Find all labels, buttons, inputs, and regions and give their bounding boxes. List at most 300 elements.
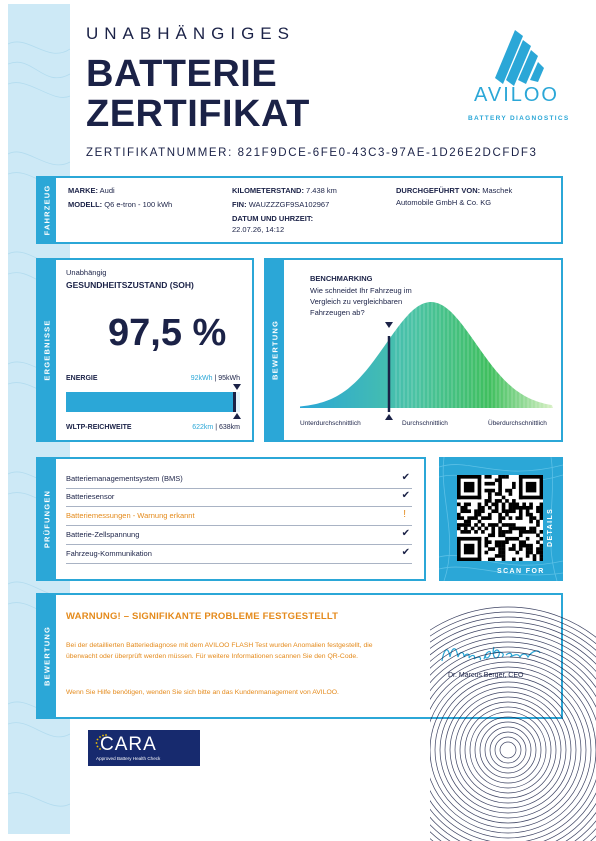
- qr-module: [522, 503, 526, 507]
- qr-module: [495, 478, 499, 482]
- qr-module: [502, 554, 506, 558]
- qr-module: [457, 496, 481, 500]
- wave-ring: [430, 672, 586, 828]
- brand-name: AVILOO: [474, 84, 559, 106]
- qr-module: [467, 523, 471, 527]
- performed-line-2: Automobile GmbH & Co. KG: [396, 198, 492, 207]
- qr-module: [491, 482, 495, 486]
- qr-module: [485, 516, 489, 520]
- qr-module: [519, 533, 523, 537]
- qr-module: [540, 503, 543, 507]
- qr-module: [471, 516, 475, 520]
- qr-module: [505, 475, 509, 479]
- qr-module: [515, 551, 519, 555]
- date-label: DATUM UND UHRZEIT:: [232, 214, 314, 223]
- aviloo-logo-icon: [468, 26, 568, 126]
- energy-row: ENERGIE 92kWh | 95kWh: [66, 375, 240, 382]
- qr-module: [481, 506, 485, 510]
- model-row: MODELL: Q6 e-tron - 100 kWh: [68, 200, 173, 209]
- qr-module: [485, 489, 489, 493]
- soh-label: GESUNDHEITSZUSTAND (SOH): [66, 280, 194, 290]
- qr-module: [491, 489, 495, 493]
- qr-module: [502, 547, 506, 551]
- qr-module: [498, 489, 502, 493]
- qr-module: [491, 527, 495, 531]
- brand-tagline: BATTERY DIAGNOSTICS: [468, 115, 570, 122]
- qr-module: [519, 506, 523, 510]
- qr-module: [502, 475, 506, 479]
- qr-module: [502, 530, 506, 534]
- qr-module: [509, 509, 513, 513]
- benchmark-tab: BEWERTUNG: [266, 260, 284, 440]
- qr-module: [481, 523, 485, 527]
- soh-bar: [66, 392, 240, 412]
- qr-module: [460, 509, 464, 513]
- qr-module: [498, 482, 502, 486]
- qr-module: [457, 523, 461, 527]
- wave-ring: [485, 727, 531, 773]
- qr-module: [478, 475, 482, 499]
- qr-module: [457, 537, 461, 561]
- qr-module: [481, 530, 485, 534]
- certificate-number: ZERTIFIKATNUMMER: 821F9DCE-6FE0-43C3-97AE-1D26E2DCFDF3: [86, 147, 538, 159]
- qr-module: [512, 482, 516, 486]
- qr-module: [464, 523, 468, 527]
- range-marker-icon: [233, 413, 241, 419]
- vehicle-card: [36, 176, 563, 244]
- results-tab: ERGEBNISSE: [38, 260, 56, 440]
- qr-module: [485, 540, 489, 544]
- qr-module: [474, 509, 478, 513]
- qr-module: [502, 523, 506, 527]
- qr-module: [495, 503, 499, 507]
- qr-module: [529, 527, 533, 531]
- qr-module: [485, 482, 489, 486]
- qr-module: [491, 533, 495, 537]
- wave-ring: [430, 632, 596, 841]
- qr-module: [457, 475, 461, 499]
- qr-module: [526, 554, 530, 558]
- wave-ring: [490, 732, 526, 768]
- qr-module: [509, 537, 513, 541]
- qr-module: [474, 523, 478, 527]
- qr-module: [509, 503, 513, 507]
- wave-ring: [480, 722, 536, 778]
- qr-module: [498, 492, 502, 496]
- qr-module: [502, 503, 506, 507]
- qr-module: [478, 527, 482, 531]
- wave-ring: [450, 692, 566, 808]
- qr-module: [515, 537, 519, 541]
- qr-module: [488, 513, 492, 517]
- qr-module: [467, 530, 471, 534]
- qr-module: [512, 485, 516, 489]
- qr-module: [495, 554, 499, 558]
- qr-module: [498, 533, 502, 537]
- qr-module: [536, 509, 540, 513]
- qr-module: [485, 475, 489, 479]
- mileage-row: KILOMETERSTAND: 7.438 km: [232, 186, 337, 195]
- qr-module: [540, 475, 543, 499]
- qr-module: [509, 523, 513, 527]
- qr-module: [505, 499, 509, 503]
- qr-module: [491, 509, 495, 513]
- qr-module: [515, 506, 519, 510]
- performed-row: DURCHGEFÜHRT VON: Maschek: [396, 186, 513, 195]
- checks-tab: PRÜFUNGEN: [38, 459, 56, 579]
- qr-module: [502, 540, 506, 544]
- qr-module: [540, 547, 543, 551]
- qr-module: [533, 530, 537, 534]
- qr-module: [519, 530, 523, 534]
- qr-module: [522, 544, 526, 548]
- qr-module: [502, 496, 506, 500]
- qr-module: [495, 540, 499, 544]
- qr-module: [460, 530, 464, 534]
- qr-module: [536, 506, 540, 510]
- qr-module: [485, 503, 489, 507]
- qr-module: [533, 527, 537, 531]
- qr-module: [485, 527, 489, 531]
- qr-module: [536, 551, 540, 555]
- qr-module: [529, 516, 533, 520]
- qr-module: [488, 492, 492, 496]
- title-line-2: ZERTIFIKAT: [86, 93, 310, 135]
- wave-ring: [460, 702, 556, 798]
- checkmark-icon: ✔: [401, 490, 410, 501]
- qr-module: [536, 533, 540, 537]
- qr-module: [488, 533, 492, 537]
- scan-for-label: SCAN FOR: [497, 568, 545, 575]
- qr-module: [498, 551, 502, 555]
- range-values: 622km | 638km: [192, 424, 240, 431]
- qr-module: [498, 478, 502, 482]
- qr-module: [505, 530, 509, 534]
- qr-module: [522, 540, 526, 544]
- qr-module: [505, 513, 509, 517]
- qr-module: [505, 523, 509, 527]
- qr-module: [519, 475, 523, 499]
- wave-ring: [430, 627, 596, 841]
- qr-module: [526, 506, 530, 510]
- qr-module: [512, 537, 516, 541]
- qr-module: [457, 516, 461, 520]
- qr-module: [498, 527, 502, 531]
- soh-bar-tick: [233, 392, 236, 412]
- check-item: Fahrzeug-Kommunikation ✔: [66, 546, 412, 564]
- qr-module: [478, 503, 482, 507]
- qr-module: [457, 503, 461, 507]
- qr-module: [509, 489, 513, 493]
- qr-module: [512, 547, 516, 551]
- benchmark-question: Wie schneidet Ihr Fahrzeug im Vergleich zu vergleichbaren Fahrzeugen ab?: [310, 286, 412, 317]
- qr-module: [502, 544, 506, 548]
- qr-module: [498, 516, 502, 520]
- qr-module: [488, 523, 492, 527]
- qr-module: [495, 492, 499, 496]
- qr-module: [526, 537, 530, 541]
- qr-module: [505, 489, 509, 493]
- qr-module: [481, 516, 485, 520]
- qr-module: [464, 527, 468, 531]
- qr-module: [488, 482, 492, 486]
- qr-module: [485, 551, 489, 555]
- qr-module: [536, 523, 540, 527]
- qr-module: [529, 530, 533, 534]
- qr-module: [519, 547, 523, 551]
- qr-module: [488, 547, 492, 551]
- qr-module: [478, 506, 482, 510]
- qr-module: [488, 496, 492, 500]
- qr-module: [478, 520, 482, 524]
- qr-module: [485, 499, 489, 503]
- soh-caption: Unabhängig: [66, 268, 107, 277]
- qr-module: [467, 516, 471, 520]
- warning-icon: !: [403, 509, 406, 520]
- qr-module: [540, 554, 543, 558]
- qr-module: [526, 547, 530, 551]
- qr-module: [488, 540, 492, 544]
- qr-module: [519, 527, 523, 531]
- qr-module: [540, 530, 543, 534]
- qr-module: [498, 554, 502, 558]
- qr-module: [512, 544, 516, 548]
- qr-module: [467, 509, 471, 513]
- qr-module: [464, 503, 468, 507]
- qr-module: [526, 482, 537, 493]
- qr-module: [526, 551, 530, 555]
- check-item-warning: Batteriemessungen - Warnung erkannt !: [66, 508, 412, 526]
- qr-module: [512, 503, 516, 507]
- qr-module: [491, 547, 495, 551]
- qr-module: [502, 551, 506, 555]
- qr-module: [515, 516, 519, 520]
- wave-ring: [470, 712, 546, 788]
- qr-module: [529, 506, 533, 510]
- qr-module: [515, 527, 519, 531]
- benchmark-card: [264, 258, 563, 442]
- qr-module: [474, 516, 478, 520]
- qr-module: [519, 516, 523, 520]
- benchmark-distribution-chart: [266, 260, 561, 420]
- label-above-average: Überdurchschnittlich: [488, 420, 547, 427]
- qr-module: [495, 544, 499, 548]
- qr-module: [485, 544, 489, 548]
- qr-module: [533, 554, 537, 558]
- soh-bar-fill: [66, 392, 236, 412]
- wave-ring: [440, 682, 576, 818]
- make-row: MARKE: Audi: [68, 186, 115, 195]
- qr-module: [457, 537, 481, 541]
- qr-module: [505, 509, 509, 513]
- qr-module: [498, 520, 502, 524]
- qr-module: [526, 509, 530, 513]
- qr-module: [540, 509, 543, 513]
- qr-module: [509, 506, 513, 510]
- qr-module: [491, 503, 495, 507]
- qr-module: [498, 544, 502, 548]
- check-item: Batterie-Zellspannung ✔: [66, 527, 412, 545]
- wave-ring: [455, 697, 561, 803]
- qr-module: [457, 475, 481, 479]
- qr-module: [512, 523, 516, 527]
- range-row: WLTP-REICHWEITE 622km | 638km: [66, 424, 240, 431]
- qr-module: [522, 506, 526, 510]
- wave-ring: [495, 737, 521, 763]
- qr-module: [512, 499, 516, 503]
- qr-module: [540, 537, 543, 541]
- qr-module: [526, 544, 530, 548]
- qr-module: [488, 489, 492, 493]
- qr-module: [505, 540, 509, 544]
- qr-module: [522, 530, 526, 534]
- qr-module: [464, 530, 468, 534]
- soh-value: 97,5 %: [108, 312, 227, 354]
- checkmark-icon: ✔: [401, 472, 410, 483]
- qr-module: [536, 520, 540, 524]
- qr-module: [498, 540, 502, 544]
- qr-module: [495, 506, 499, 510]
- qr-module: [502, 533, 506, 537]
- qr-module: [495, 523, 499, 527]
- energy-marker-icon: [233, 384, 241, 390]
- warning-title: WARNUNG! – SIGNIFIKANTE PROBLEME FESTGESTELLT: [66, 611, 339, 622]
- qr-module: [474, 530, 478, 534]
- cara-subtitle: Approved Battery Health Check: [96, 756, 161, 761]
- qr-module: [488, 499, 492, 503]
- cara-badge: [88, 730, 200, 766]
- qr-module: [457, 513, 461, 517]
- qr-code[interactable]: [457, 475, 543, 561]
- check-item: Batteriesensor ✔: [66, 489, 412, 507]
- qr-module: [536, 540, 540, 544]
- qr-module: [464, 544, 475, 555]
- qr-module: [460, 506, 464, 510]
- qr-module: [509, 530, 513, 534]
- qr-module: [529, 547, 533, 551]
- qr-module: [498, 513, 502, 517]
- warning-body: Bei der detaillierten Batteriediagnose mit dem AVILOO FLASH Test wurden Anomalien festgestellt, die überwacht oder überprüft werden müssen. Für weitere Informationen scannen Sie den QR-Code.: [66, 642, 373, 660]
- qr-module: [478, 509, 482, 513]
- qr-module: [498, 485, 502, 489]
- qr-module: [467, 503, 471, 507]
- qr-module: [519, 544, 523, 548]
- qr-module: [512, 506, 516, 510]
- qr-module: [485, 537, 489, 541]
- qr-module: [540, 506, 543, 510]
- header-subtitle: UNABHÄNGIGES: [86, 24, 295, 43]
- qr-module: [502, 516, 506, 520]
- qr-module: [464, 520, 468, 524]
- qr-module: [478, 537, 482, 561]
- qr-module: [488, 475, 492, 479]
- qr-module: [540, 544, 543, 548]
- decorative-wave-pattern: [430, 560, 596, 841]
- qr-module: [467, 520, 471, 524]
- qr-module: [464, 482, 475, 493]
- qr-module: [509, 516, 513, 520]
- checkmark-icon: ✔: [401, 547, 410, 558]
- check-item: Batteriemanagementsystem (BMS) ✔: [66, 471, 412, 489]
- vehicle-tab: FAHRZEUG: [38, 178, 56, 242]
- qr-module: [488, 506, 492, 510]
- benchmark-top-marker-icon: [385, 322, 393, 328]
- qr-module: [522, 527, 526, 531]
- warning-help: Wenn Sie Hilfe benötigen, wenden Sie sich bitte an das Kundenmanagement von AVILOO.: [66, 689, 339, 696]
- label-average: Durchschnittlich: [402, 420, 448, 427]
- qr-module: [478, 513, 482, 517]
- wave-ring: [445, 687, 571, 813]
- qr-module: [491, 523, 495, 527]
- qr-module: [509, 547, 513, 551]
- wave-ring: [465, 707, 551, 793]
- qr-module: [512, 509, 516, 513]
- qr-module: [498, 499, 502, 503]
- benchmark-axis-labels: [300, 420, 562, 430]
- qr-module: [529, 503, 533, 507]
- qr-module: [526, 513, 530, 517]
- cara-name: CARA: [100, 734, 157, 755]
- qr-module: [509, 527, 513, 531]
- title-line-1: BATTERIE: [86, 53, 278, 95]
- qr-module: [481, 509, 485, 513]
- wave-ring: [435, 677, 581, 823]
- results-card: [36, 258, 254, 442]
- qr-module: [540, 551, 543, 555]
- signature-name: Dr. Marcus Berger, CEO: [448, 672, 524, 679]
- qr-module: [512, 527, 516, 531]
- qr-module: [515, 503, 519, 507]
- qr-module: [502, 506, 506, 510]
- energy-values: 92kWh | 95kWh: [190, 375, 240, 382]
- qr-code-icon: [457, 475, 543, 561]
- details-label: DETAILS: [547, 507, 554, 547]
- qr-module: [529, 513, 533, 517]
- qr-module: [502, 509, 506, 513]
- qr-module: [474, 513, 478, 517]
- qr-module: [519, 513, 523, 517]
- qr-module: [488, 516, 492, 520]
- date-value: 22.07.26, 14:12: [232, 225, 285, 234]
- qr-module: [491, 530, 495, 534]
- benchmark-title: BENCHMARKING: [310, 274, 373, 283]
- qr-module: [529, 544, 533, 548]
- qr-module: [509, 492, 513, 496]
- qr-module: [536, 547, 540, 551]
- qr-module: [519, 540, 523, 544]
- assessment-tab: BEWERTUNG: [38, 595, 56, 717]
- header-title: [86, 54, 310, 134]
- label-below-average: Unterdurchschnittlich: [300, 420, 361, 427]
- qr-module: [464, 509, 468, 513]
- qr-module: [460, 516, 464, 520]
- checkmark-icon: ✔: [401, 528, 410, 539]
- qr-module: [495, 499, 499, 503]
- qr-module: [498, 475, 502, 479]
- qr-module: [457, 527, 461, 531]
- vin-row: FIN: WAUZZZGF9SA102967: [232, 200, 330, 209]
- qr-module: [495, 509, 499, 513]
- qr-module: [471, 527, 475, 531]
- qr-module: [464, 506, 468, 510]
- qr-module: [498, 530, 502, 534]
- qr-module: [533, 516, 537, 520]
- qr-module: [505, 537, 509, 541]
- qr-module: [526, 530, 530, 534]
- qr-module: [519, 509, 523, 513]
- qr-module: [529, 551, 533, 555]
- wave-ring: [500, 742, 516, 758]
